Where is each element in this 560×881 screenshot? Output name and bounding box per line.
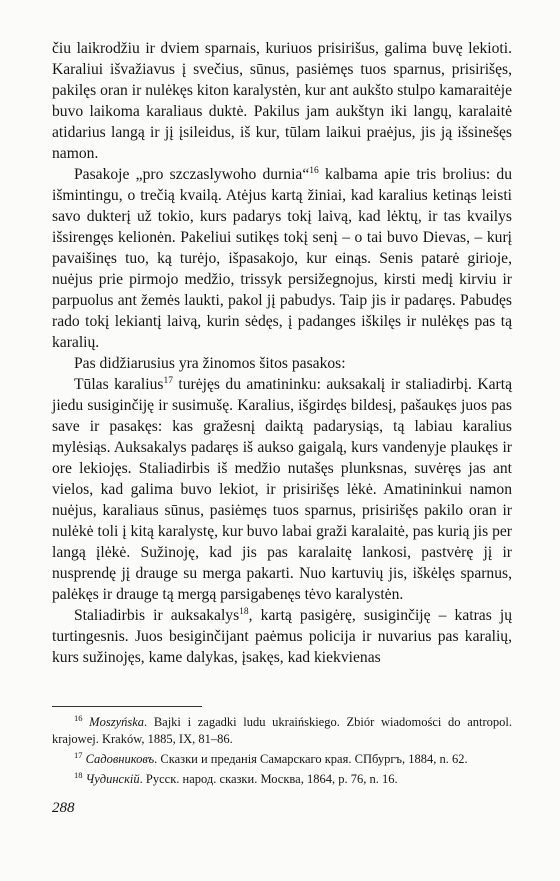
paragraph-text: čiu laikrodžiu ir dviem sparnais, kuriuos prisirišus, galima buvę lekioti. Karaliui išvažiavus į svečius, sūnus, pasiėmęs tuos sparnus, prisirišęs, pakilęs oran ir nulėkęs kiton karalystėn, kur ant aukšto stulpo kamaraitėje buvo laikoma karaliaus duktė. Pakilus jam aukštyn iki langų, karalaitė atidarius langą ir jį įsileidus, iš kur, tūlam laikui praėjus, jis ją išsinešęs namon.: [52, 40, 512, 162]
page-number: 288: [52, 800, 75, 816]
footnote-number: 18: [74, 769, 83, 780]
footnote: [52, 771, 512, 788]
paragraph-text: turėjęs du amatininku: auksakalį ir staliadirbį. Kartą jiedu susiginčiję ir susimušę. Karalius, išgirdęs bildesį, pašaukęs juos pas save ir pasakęs: kas gražesnį daiktą padarysiąs, tą labiau karalius mylėsiąs. Auksakalys padaręs iš aukso gaigalą, kurs vandenyje plaukęs ir ore lekiojęs. Staliadirbis iš medžio nutašęs plunksnas, suvėręs jas ant vielos, kad galima buvo lekiot, ir prisirišęs lėkė. Amatininkui namon nuėjus, karaliaus sūnus, pasiėmęs tuos sparnus, prisirišęs pakilo oran ir nulėkė toli į kitą karalystę, kur buvo labai graži karalaitė, pas kurią jis per langą įlėkė. Sužinoję, kad jis pas karalaitę lankosi, pastvėrę jį ir nusprendę jį drauge su merga pakarti. Nuo kartuvių jis, iškėlęs sparnus, palėkęs ir drauge tą mergą parsigabenęs tėvo karalystėn.: [52, 376, 512, 603]
footnote: [52, 714, 512, 748]
footnote-text: . Сказки и преданія Самарскаго края. СПбургъ, 1884, n. 62.: [154, 752, 468, 766]
footnote-ref[interactable]: 18: [239, 606, 249, 617]
paragraph-text: , kartą pasigėrę, susiginčiję – katras jų turtingesnis. Juos besiginčijant paėmus policija ir nuvarius pas karalių, kurs sužinojęs, kame dalykas, įsakęs, kad kiekvienas: [52, 607, 512, 666]
paragraph: [52, 353, 512, 374]
paragraph-text: Staliadirbis ir auksakalys: [74, 607, 240, 624]
paragraph: [52, 374, 512, 605]
footnotes: [52, 714, 512, 791]
paragraph-text: kalbama apie tris brolius: du išmintingu, o trečią kvailą. Atėjus kartą žiniai, kad karalius ketinąs leisti savo dukterį už tokio, kurs padarys tokį laivą, kad lėktų, ir tas kvailys išsirengęs kelionėn. Pakeliui sutikęs tokį senį – o tai buvo Dievas, – kurį pavaišinęs tuo, ką turėjo, išpasakojo, kur einąs. Senis patarė girioje, nuėjus prie pirmojo medžio, trissyk persižegnojus, kirsti medį kirviu ir parpuolus ant žemės laukti, pakol jį pabudys. Taip jis ir padaręs. Pabudęs rado tokį lekiantį laivą, kurin sėdęs, į padanges iškilęs ir nulėkęs pas tą karalių.: [52, 166, 512, 351]
main-text: [52, 38, 512, 668]
paragraph-text: Tūlas karalius: [74, 376, 164, 393]
footnote: [52, 751, 512, 768]
paragraph: [52, 164, 512, 353]
footnote-text: . Bajki i zagadki ludu ukraińskiego. Zbiór wiadomości do antropol. krajowej. Kraków, 1885, IX, 81–86.: [52, 715, 512, 746]
paragraph-text: Pasakoje „pro szczaslywoho durnia“: [74, 166, 310, 183]
footnote-author: Moszyńska: [89, 715, 145, 729]
footnote-author: Чудинскій: [85, 772, 140, 786]
footnote-ref[interactable]: 17: [163, 375, 173, 386]
paragraph: [52, 605, 512, 668]
footnote-ref[interactable]: 16: [309, 165, 319, 176]
footnote-author: Садовниковъ: [85, 752, 155, 766]
footnote-text: . Русск. народ. сказки. Москва, 1864, p. 76, n. 16.: [139, 772, 398, 786]
paragraph: [52, 38, 512, 164]
footnote-number: 16: [74, 712, 83, 723]
footnote-number: 17: [74, 749, 83, 760]
footnote-divider: [52, 706, 202, 707]
paragraph-text: Pas didžiarusius yra žinomos šitos pasakos:: [74, 355, 346, 372]
